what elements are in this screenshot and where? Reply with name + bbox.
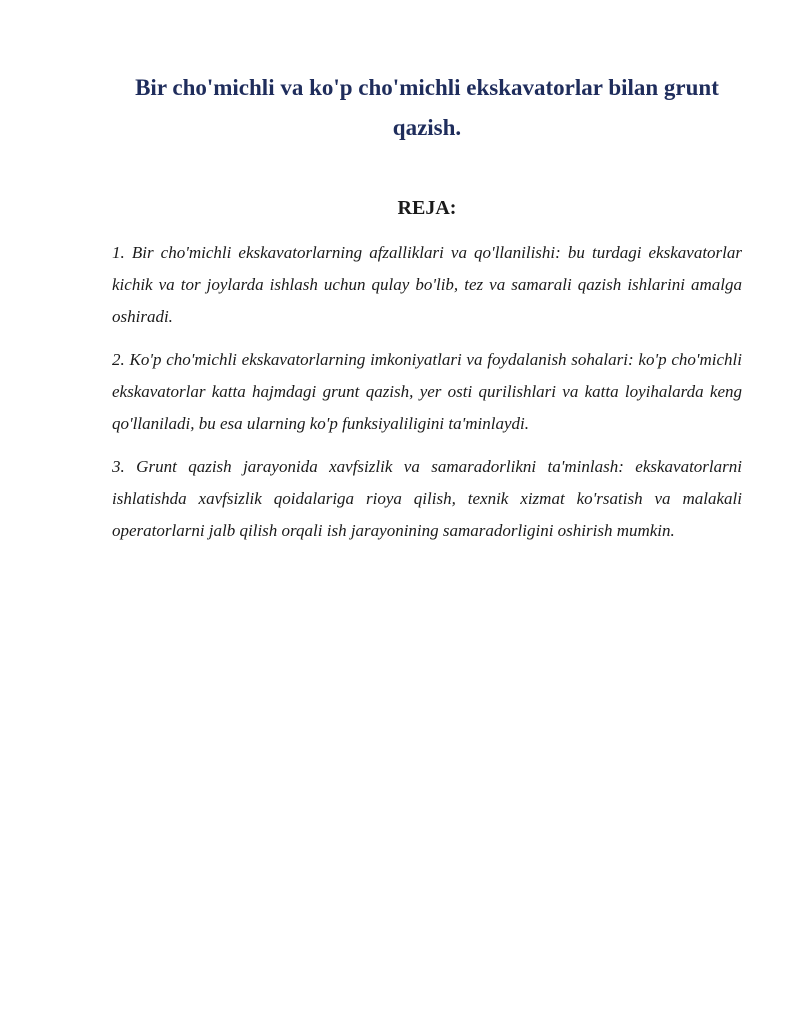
document-title: Bir cho'michli va ko'p cho'michli ekskavatorlar bilan grunt qazish. (135, 75, 719, 140)
plan-item-2: 2. Ko'p cho'michli ekskavatorlarning imkoniyatlari va foydalanish sohalari: ko'p cho'michli ekskavatorlar katta hajmdagi grunt qazish, yer osti qurilishlari va katta loyihalarda keng qo'llaniladi, bu esa ularning ko'p funksiyaliligini ta'minlaydi. (112, 350, 742, 433)
plan-item-1: 1. Bir cho'michli ekskavatorlarning afzalliklari va qo'llanilishi: bu turdagi ekskavatorlar kichik va tor joylarda ishlash uchun qulay bo'lib, tez va samarali qazish ishlarini amalga oshiradi. (112, 243, 742, 326)
plan-heading: REJA: (397, 197, 457, 219)
plan-list (112, 237, 742, 558)
plan-item-3: 3. Grunt qazish jarayonida xavfsizlik va samaradorlikni ta'minlash: ekskavatorlarni ishlatishda xavfsizlik qoidalariga rioya qilish, texnik xizmat ko'rsatish va malakali operatorlarni jalb qilish orqali ish jarayonining samaradorligini oshirish mumkin. (112, 457, 742, 540)
